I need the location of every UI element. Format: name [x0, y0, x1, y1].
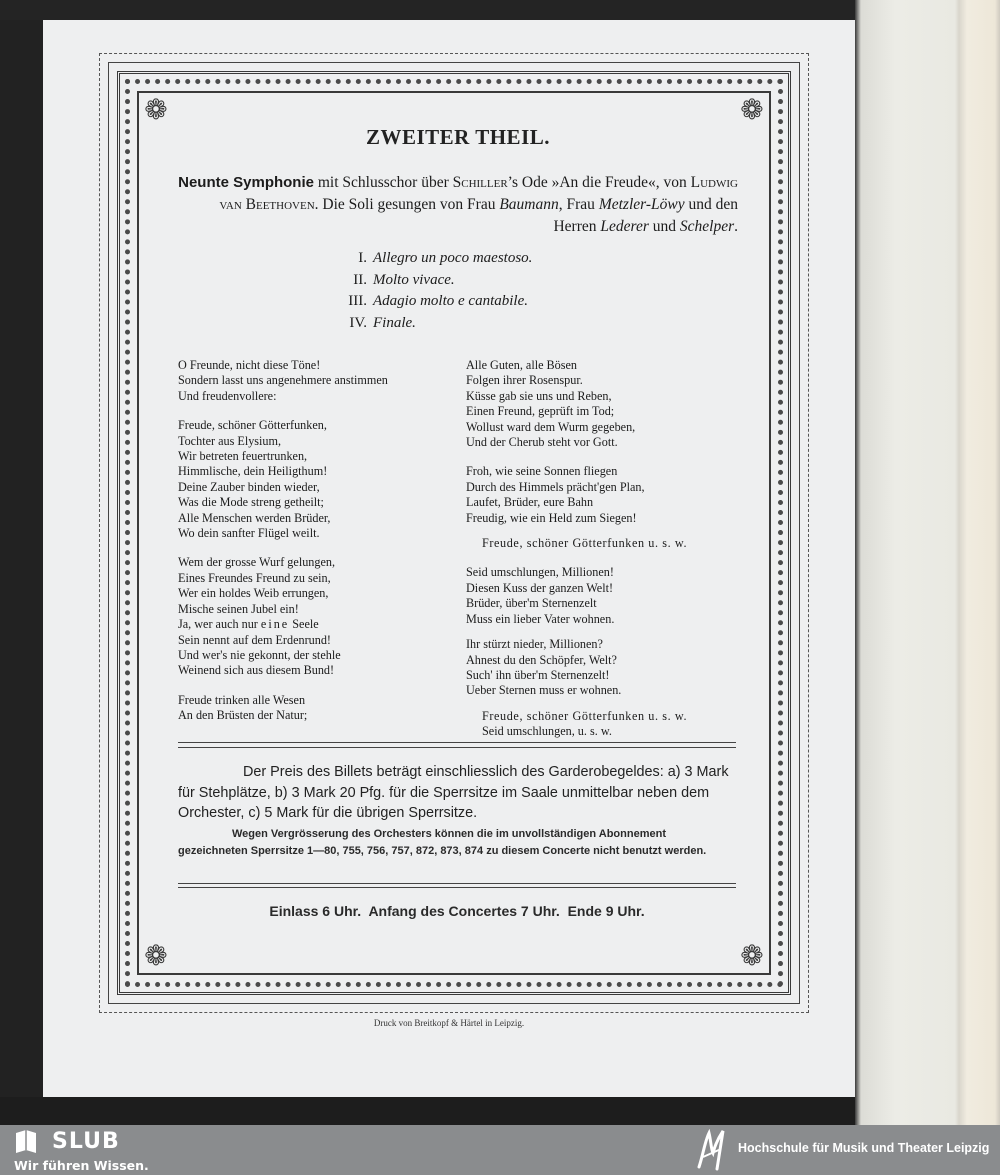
movement-item: III. Adagio molto e cantabile. — [348, 293, 528, 309]
symphony-description: Neunte Symphonie mit Schlusschor über Schiller’s Ode »An die Freude«, von Ludwig van Beethoven. Die Soli gesungen von Frau Baumann, Frau Metzler-Löwy und den Herren Lederer und Schelper. — [178, 174, 738, 235]
movement-item: I. Allegro un poco maestoso. — [358, 250, 533, 266]
hfm-name[interactable]: Hochschule für Musik und Theater Leipzig — [738, 1141, 990, 1155]
slub-name[interactable]: SLUB — [52, 1129, 120, 1154]
concert-times: Einlass 6 Uhr. Anfang des Concertes 7 Uhr. Ende 9 Uhr. — [269, 903, 645, 919]
poem-column-right — [466, 358, 756, 754]
refrain: Freude, schöner Götterfunken u. s. w. Seid umschlungen, u. s. w. — [482, 708, 688, 739]
corner-ornament-icon: ❁ — [144, 93, 168, 126]
corner-ornament-icon: ❁ — [740, 939, 764, 972]
poem-column-left — [178, 358, 463, 738]
refrain: Freude, schöner Götterfunken u. s. w. — [482, 536, 688, 551]
hfm-logo-icon[interactable] — [693, 1127, 729, 1173]
footer-bar — [0, 1125, 1000, 1175]
seating-notice: Wegen Vergrösserung des Orchesters können die im unvollständigen Abonnement gezeichneten Sperrsitze 1—80, 755, 756, 757, 872, 873, 874 zu diesem Concerte nicht benutzt werden. — [178, 828, 707, 857]
program-content — [178, 125, 738, 739]
scan-bottom-edge — [0, 1097, 855, 1125]
document-page — [43, 20, 855, 1097]
stanza: Freude trinken alle Wesen An den Brüsten der Natur; — [178, 692, 308, 723]
ode-text — [178, 358, 758, 738]
movement-item: II. Molto vivace. — [353, 271, 455, 288]
stanza: O Freunde, nicht diese Töne! Sondern lasst uns angenehmere anstimmen Und freudenvollere: — [178, 358, 388, 403]
stanza: Seid umschlungen, Millionen! Diesen Kuss der ganzen Welt! Brüder, über'm Sternenzelt Muss ein lieber Vater wohnen. — [466, 565, 615, 626]
stanza: Wem der grosse Wurf gelungen, Eines Freundes Freund zu sein, Wer ein holdes Weib errungen, Mische seinen Jubel ein! Ja, wer auch nur eine Seele Sein nennt auf dem Erdenrund! Und wer's nie gekonnt, der stehle Weinend sich aus diesem Bund! — [178, 555, 341, 678]
section-title: ZWEITER THEIL. — [365, 125, 550, 149]
corner-ornament-icon: ❁ — [144, 939, 168, 972]
stanza: Freude, schöner Götterfunken, Tochter aus Elysium, Wir betreten feuertrunken, Himmlische, dein Heiligthum! Deine Zauber binden wieder, Was die Mode streng getheilt; Alle Menschen werden Brüder, Wo dein sanfter Flügel weilt. — [178, 418, 331, 541]
stanza: Froh, wie seine Sonnen fliegen Durch des Himmels prächt'gen Plan, Laufet, Brüder, eure Bahn Freudig, wie ein Held zum Siegen! — [466, 464, 645, 525]
movement-item: IV. Finale. — [349, 314, 416, 331]
book-page-edges — [855, 0, 1000, 1125]
printer-imprint: Druck von Breitkopf & Härtel in Leipzig. — [373, 1018, 525, 1028]
ticket-price-text: Der Preis des Billets beträgt einschliesslich des Garderobegeldes: a) 3 Mark für Stehplätze, b) 3 Mark 20 Pfg. für die Sperrsitze im Saale unmittelbar neben dem Orchester, c) 5 Mark für die übrigen Sperrsitze. — [178, 764, 729, 821]
scan-top-edge — [0, 0, 1000, 20]
divider — [178, 883, 736, 888]
corner-ornament-icon: ❁ — [740, 93, 764, 126]
movement-list — [333, 248, 738, 334]
divider — [178, 742, 736, 748]
slub-tagline: Wir führen Wissen. — [14, 1158, 149, 1173]
stanza: Ihr stürzt nieder, Millionen? Ahnest du den Schöpfer, Welt? Such' ihn über'm Sternenzelt! Ueber Sternen muss er wohnen. — [466, 637, 622, 698]
stanza: Alle Guten, alle Bösen Folgen ihrer Rosenspur. Küsse gab sie uns und Reben, Einen Freund, geprüft im Tod; Wollust ward dem Wurm gegeben, Und der Cherub steht vor Gott. — [466, 358, 636, 450]
slub-logo-icon[interactable] — [14, 1129, 38, 1155]
